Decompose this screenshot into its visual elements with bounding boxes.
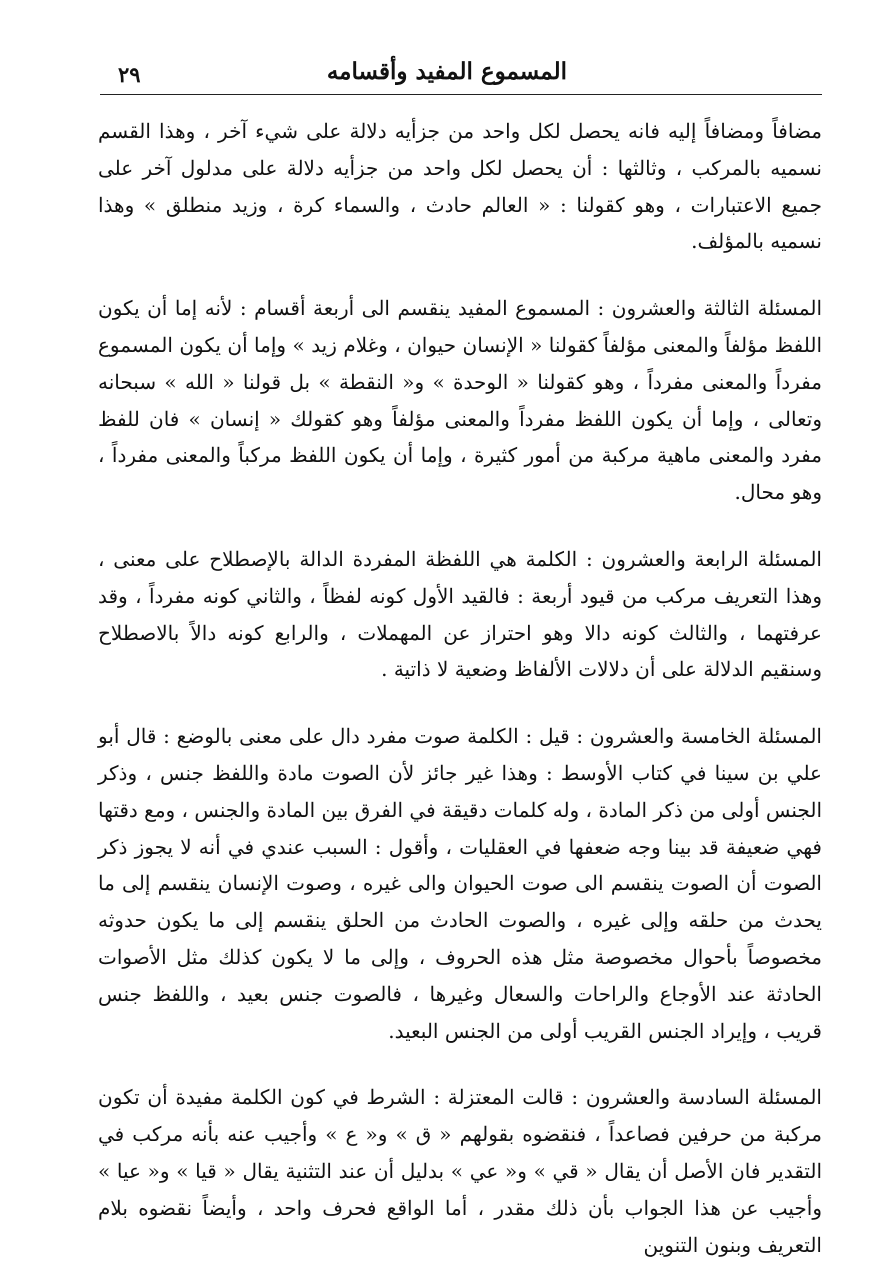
paragraph-issue-26: المسئلة السادسة والعشرون : قالت المعتزلة : الشرط في كون الكلمة مفيدة أن تكون مركبة من حرفين فصاعداً ، فنقضوه بقولهم « ق » و« ع » وأجيب عنه بأنه مركب في التقدير فان الأصل أن يقال « قي » و« عي » بدليل أن عند التثنية يقال « قيا » و« عيا » وأجيب عن هذا الجواب بأن ذلك مقدر ، أما الواقع فحرف واحد ، وأيضاً نقضوه بلام التعريف وبنون التنوين [98,1085,822,1257]
body-text [98,113,822,1263]
paragraph-continuation: مضافاً ومضافاً إليه فانه يحصل لكل واحد من جزأيه دلالة على شيء آخر ، وهذا القسم نسميه بالمركب ، وثالثها : أن يحصل لكل واحد من جزأيه دلالة على مدلول آخر على جميع الاعتبارات ، وهو كقولنا : « العالم حادث ، والسماء كرة ، وزيد منطلق » وهذا نسميه بالمؤلف. [98,119,822,254]
page-number: ٢٩ [118,62,141,87]
running-header [100,48,822,95]
paragraph-issue-23: المسئلة الثالثة والعشرون : المسموع المفيد ينقسم الى أربعة أقسام : لأنه إما أن يكون اللفظ مؤلفاً والمعنى مؤلفاً كقولنا « الإنسان حيوان ، وغلام زيد » وإما أن يكون المسموع مفرداً والمعنى مفرداً ، وهو كقولنا « الوحدة » و« النقطة » بل قولنا « الله » سبحانه وتعالى ، وإما أن يكون اللفظ مفرداً والمعنى مؤلفاً وهو كقولك « إنسان » فان للفظ مفرد والمعنى ماهية مركبة من أمور كثيرة ، وإما أن يكون اللفظ مركباً والمعنى مفرداً ، وهو محال. [98,296,822,505]
paragraph-issue-24: المسئلة الرابعة والعشرون : الكلمة هي اللفظة المفردة الدالة بالإصطلاح على معنى ، وهذا التعريف مركب من قيود أربعة : فالقيد الأول كونه لفظاً ، والثاني كونه مفرداً ، وقد عرفتهما ، والثالث كونه دالا وهو احتراز عن المهملات ، والرابع كونه دالاً بالاصطلاح وسنقيم الدلالة على أن دلالات الألفاظ وضعية لا ذاتية . [98,546,822,682]
running-title: المسموع المفيد وأقسامه [326,58,567,85]
paragraph-issue-25: المسئلة الخامسة والعشرون : قيل : الكلمة صوت مفرد دال على معنى بالوضع : قال أبو علي بن سينا في كتاب الأوسط : وهذا غير جائز لأن الصوت مادة واللفظ جنس ، وذكر الجنس أولى من ذكر المادة ، وله كلمات دقيقة في الفرق بين المادة والجنس ، ومع دقتها فهي ضعيفة قد بينا وجه ضعفها في العقليات ، وأقول : السبب عندي في أنه لا يجوز ذكر الصوت أن الصوت ينقسم الى صوت الحيوان والى غيره ، وصوت الإنسان ينقسم إلى ما يحدث من حلقه وإلى غيره ، والصوت الحادث من الحلق ينقسم إلى ما يكون حدوثه مخصوصاً بأحوال مخصوصة مثل هذه الحروف ، وإلى ما لا يكون كذلك مثل الأصوات الحادثة عند الأوجاع والراحات والسعال وغيرها ، فالصوت جنس بعيد ، واللفظ جنس قريب ، وإيراد الجنس القريب أولى من الجنس البعيد. [98,724,822,1043]
